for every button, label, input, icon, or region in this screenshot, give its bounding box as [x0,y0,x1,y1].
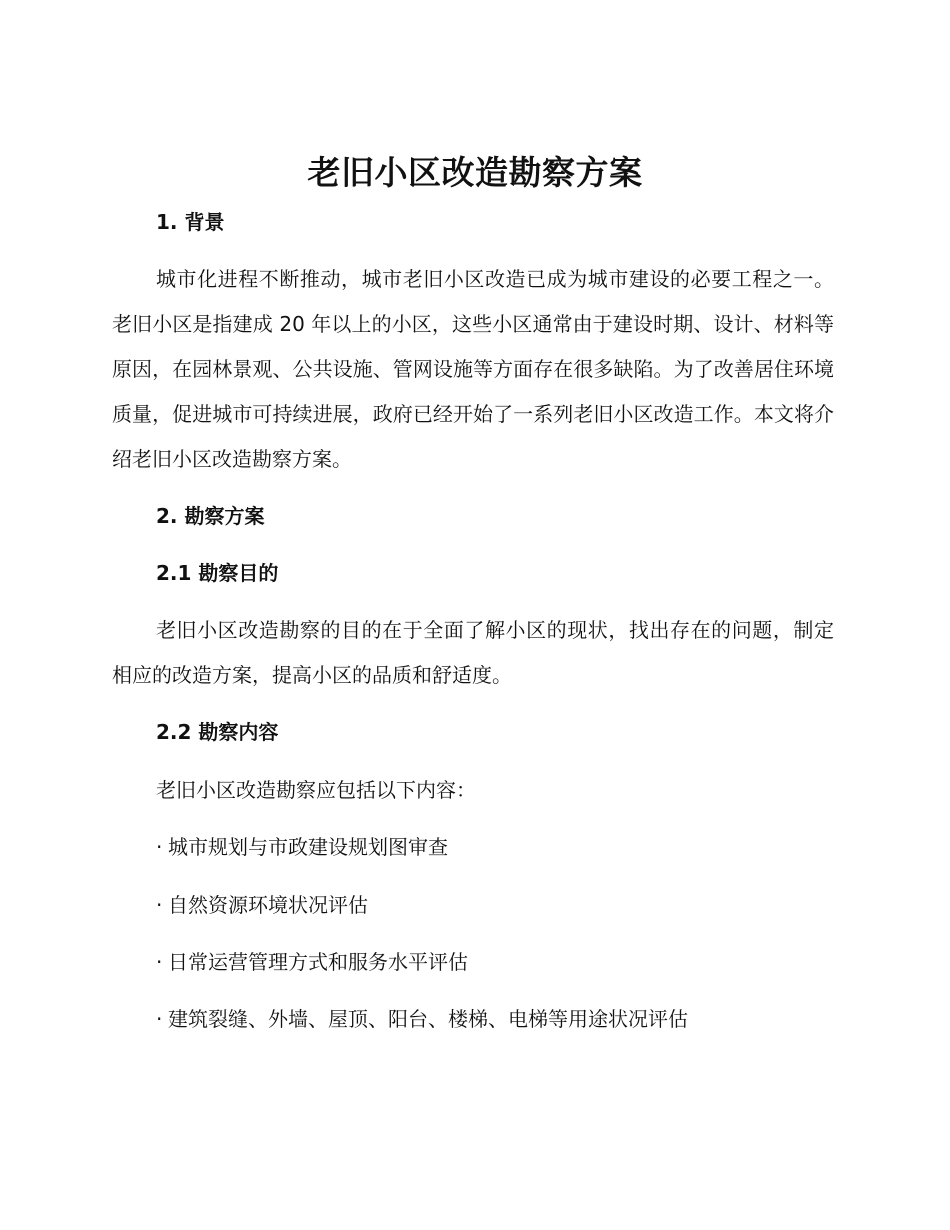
section-heading-background: 1. 背景 [156,210,225,234]
list-item [156,891,368,919]
page-title: 老旧小区改造勘察方案 [307,153,643,192]
section-heading-survey-plan: 2. 勘察方案 [156,504,265,528]
list-item [156,1005,688,1033]
paragraph-survey-purpose: 老旧小区改造勘察的目的在于全面了解小区的现状，找出存在的问题，制定相应的改造方案，提高小区的品质和舒适度。 [112,618,834,687]
section-heading-survey-content: 2.2 勘察内容 [156,720,279,744]
list-item-text: 城市规划与市政建设规划图审查 [168,835,448,859]
survey-content-intro: 老旧小区改造勘察应包括以下内容： [156,778,476,802]
bullet-marker: · [156,950,163,974]
list-item [156,948,468,976]
bullet-marker: · [156,1007,163,1031]
list-item [156,833,448,861]
section-heading-survey-purpose: 2.1 勘察目的 [156,561,279,585]
paragraph-background: 城市化进程不断推动，城市老旧小区改造已成为城市建设的必要工程之一。老旧小区是指建成 20 年以上的小区，这些小区通常由于建设时期、设计、材料等原因，在园林景观、公共设施、管网设施等方面存在很多缺陷。为了改善居住环境质量，促进城市可持续进展，政府已经开始了一系列老旧小区改造工作。本文将介绍老旧小区改造勘察方案。 [112,267,834,471]
bullet-marker: · [156,835,163,859]
list-item-text: 日常运营管理方式和服务水平评估 [168,950,468,974]
bullet-marker: · [156,893,163,917]
list-item-text: 自然资源环境状况评估 [168,893,368,917]
list-item-text: 建筑裂缝、外墙、屋顶、阳台、楼梯、电梯等用途状况评估 [168,1007,688,1031]
